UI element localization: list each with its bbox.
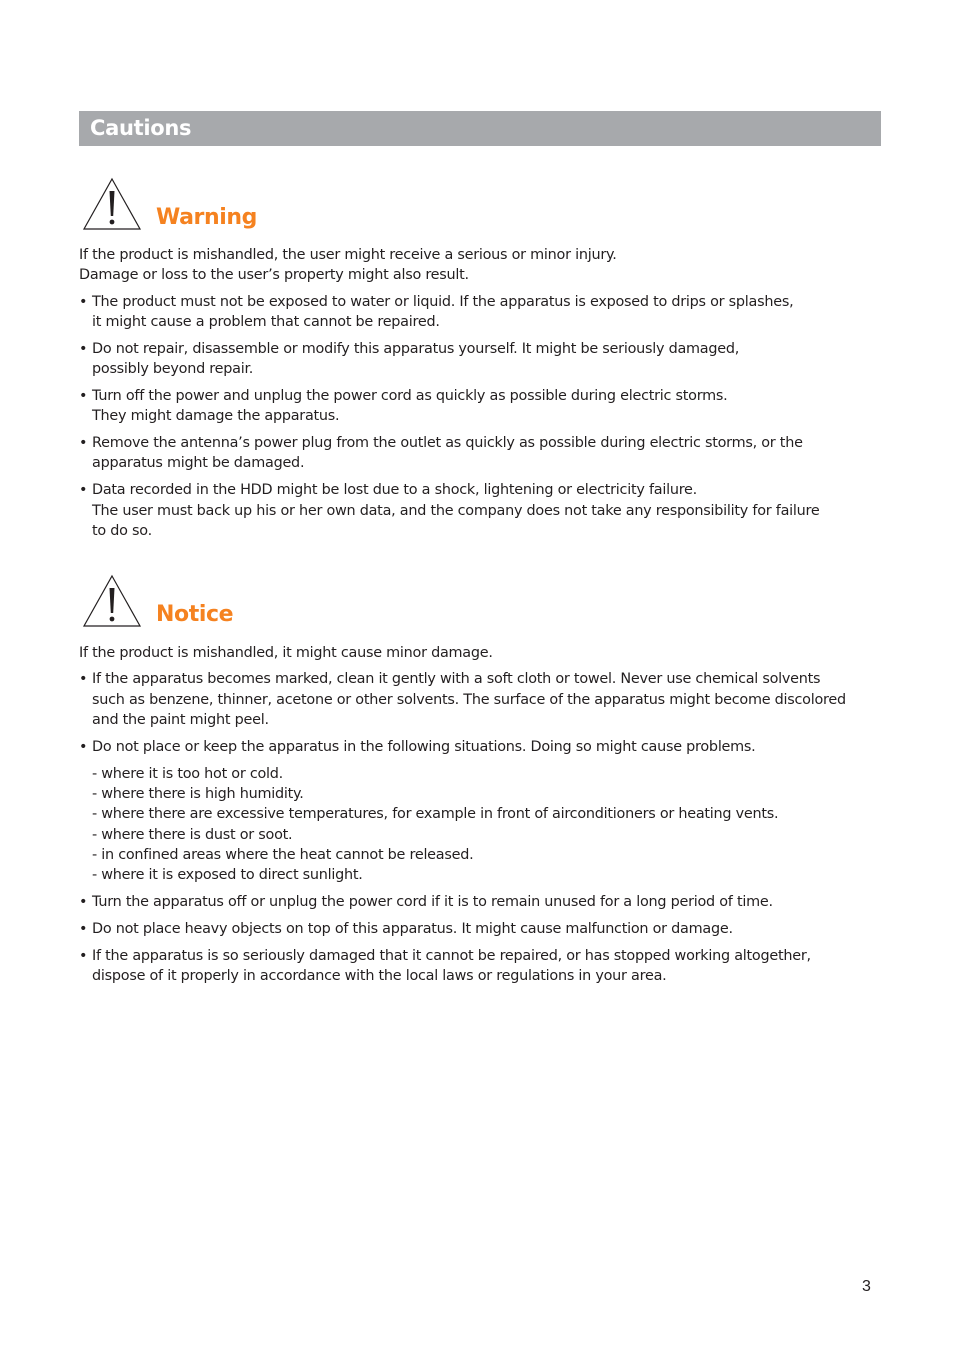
list-item xyxy=(79,946,879,987)
warning-intro: If the product is mishandled, the user might receive a serious or minor injury. Damage or loss to the user’s property might also result. xyxy=(79,247,617,284)
bullet-marker: • xyxy=(79,920,88,937)
sublist-item: - where there are excessive temperatures, for example in front of airconditioners or heating vents. xyxy=(92,806,779,823)
bullet-text-line: Turn off the power and unplug the power cord as quickly as possible during electric storms. xyxy=(92,387,728,404)
bullet-text-line: Data recorded in the HDD might be lost due to a shock, lightening or electricity failure. xyxy=(92,482,697,499)
notice-intro: If the product is mishandled, it might cause minor damage. xyxy=(79,645,493,661)
sublist-item: - where it is exposed to direct sunlight. xyxy=(92,867,363,884)
bullet-text-line: to do so. xyxy=(92,522,152,539)
warning-triangle-icon xyxy=(82,574,142,628)
warning-title: Warning xyxy=(156,205,257,230)
list-item xyxy=(79,892,879,912)
list-item xyxy=(79,669,879,730)
bullet-text-line: it might cause a problem that cannot be repaired. xyxy=(92,313,440,330)
page-title: Cautions xyxy=(90,116,192,140)
bullet-text-line: If the apparatus is so seriously damaged that it cannot be repaired, or has stopped working altogether, xyxy=(92,947,811,964)
bullet-text-line: such as benzene, thinner, acetone or other solvents. The surface of the apparatus might become discolored xyxy=(92,691,846,708)
warning-list xyxy=(79,292,879,542)
bullet-text-line: possibly beyond repair. xyxy=(92,361,254,378)
bullet-marker: • xyxy=(79,738,88,755)
list-item xyxy=(79,433,879,474)
bullet-marker: • xyxy=(79,894,88,911)
notice-title: Notice xyxy=(156,602,234,627)
bullet-text-line: apparatus might be damaged. xyxy=(92,455,305,472)
bullet-marker: • xyxy=(79,671,88,688)
page-number: 3 xyxy=(862,1278,871,1295)
bullet-marker: • xyxy=(79,482,88,499)
bullet-text-line: The product must not be exposed to water or liquid. If the apparatus is exposed to drips or splashes, xyxy=(92,293,794,310)
list-item xyxy=(79,386,879,427)
bullet-text-line: Do not place or keep the apparatus in the following situations. Doing so might cause problems. xyxy=(92,738,756,755)
warning-section xyxy=(79,177,879,548)
bullet-marker: • xyxy=(79,947,88,964)
sublist-item: - where it is too hot or cold. xyxy=(92,765,284,782)
bullet-marker: • xyxy=(79,435,88,452)
list-item xyxy=(79,480,879,541)
notice-list xyxy=(79,669,879,986)
list-item xyxy=(79,737,879,886)
bullet-text-line: The user must back up his or her own data, and the company does not take any responsibility for failure xyxy=(92,502,820,519)
sublist-item: - in confined areas where the heat cannot be released. xyxy=(92,846,474,863)
notice-section xyxy=(79,574,879,993)
warning-heading xyxy=(79,177,879,237)
bullet-text-line: and the paint might peel. xyxy=(92,711,269,728)
bullet-text-line: Do not repair, disassemble or modify this apparatus yourself. It might be seriously damaged, xyxy=(92,340,740,357)
sublist-item: - where there is high humidity. xyxy=(92,785,304,802)
list-item xyxy=(79,919,879,939)
warning-triangle-icon xyxy=(82,177,142,231)
bullet-text-line: They might damage the apparatus. xyxy=(92,408,340,425)
bullet-text-line: Turn the apparatus off or unplug the power cord if it is to remain unused for a long period of time. xyxy=(92,894,773,911)
section-header-bar xyxy=(79,111,881,146)
bullet-marker: • xyxy=(79,293,88,310)
situation-sublist xyxy=(92,764,879,886)
bullet-marker: • xyxy=(79,387,88,404)
bullet-marker: • xyxy=(79,340,88,357)
list-item xyxy=(79,339,879,380)
bullet-text-line: Do not place heavy objects on top of this apparatus. It might cause malfunction or damage. xyxy=(92,920,733,937)
notice-heading xyxy=(79,574,879,634)
sublist-item: - where there is dust or soot. xyxy=(92,826,293,843)
bullet-text-line: dispose of it properly in accordance with the local laws or regulations in your area. xyxy=(92,968,667,985)
bullet-text-line: If the apparatus becomes marked, clean it gently with a soft cloth or towel. Never use chemical solvents xyxy=(92,671,821,688)
bullet-text-line: Remove the antenna’s power plug from the outlet as quickly as possible during electric storms, or the xyxy=(92,435,803,452)
list-item xyxy=(79,292,879,333)
